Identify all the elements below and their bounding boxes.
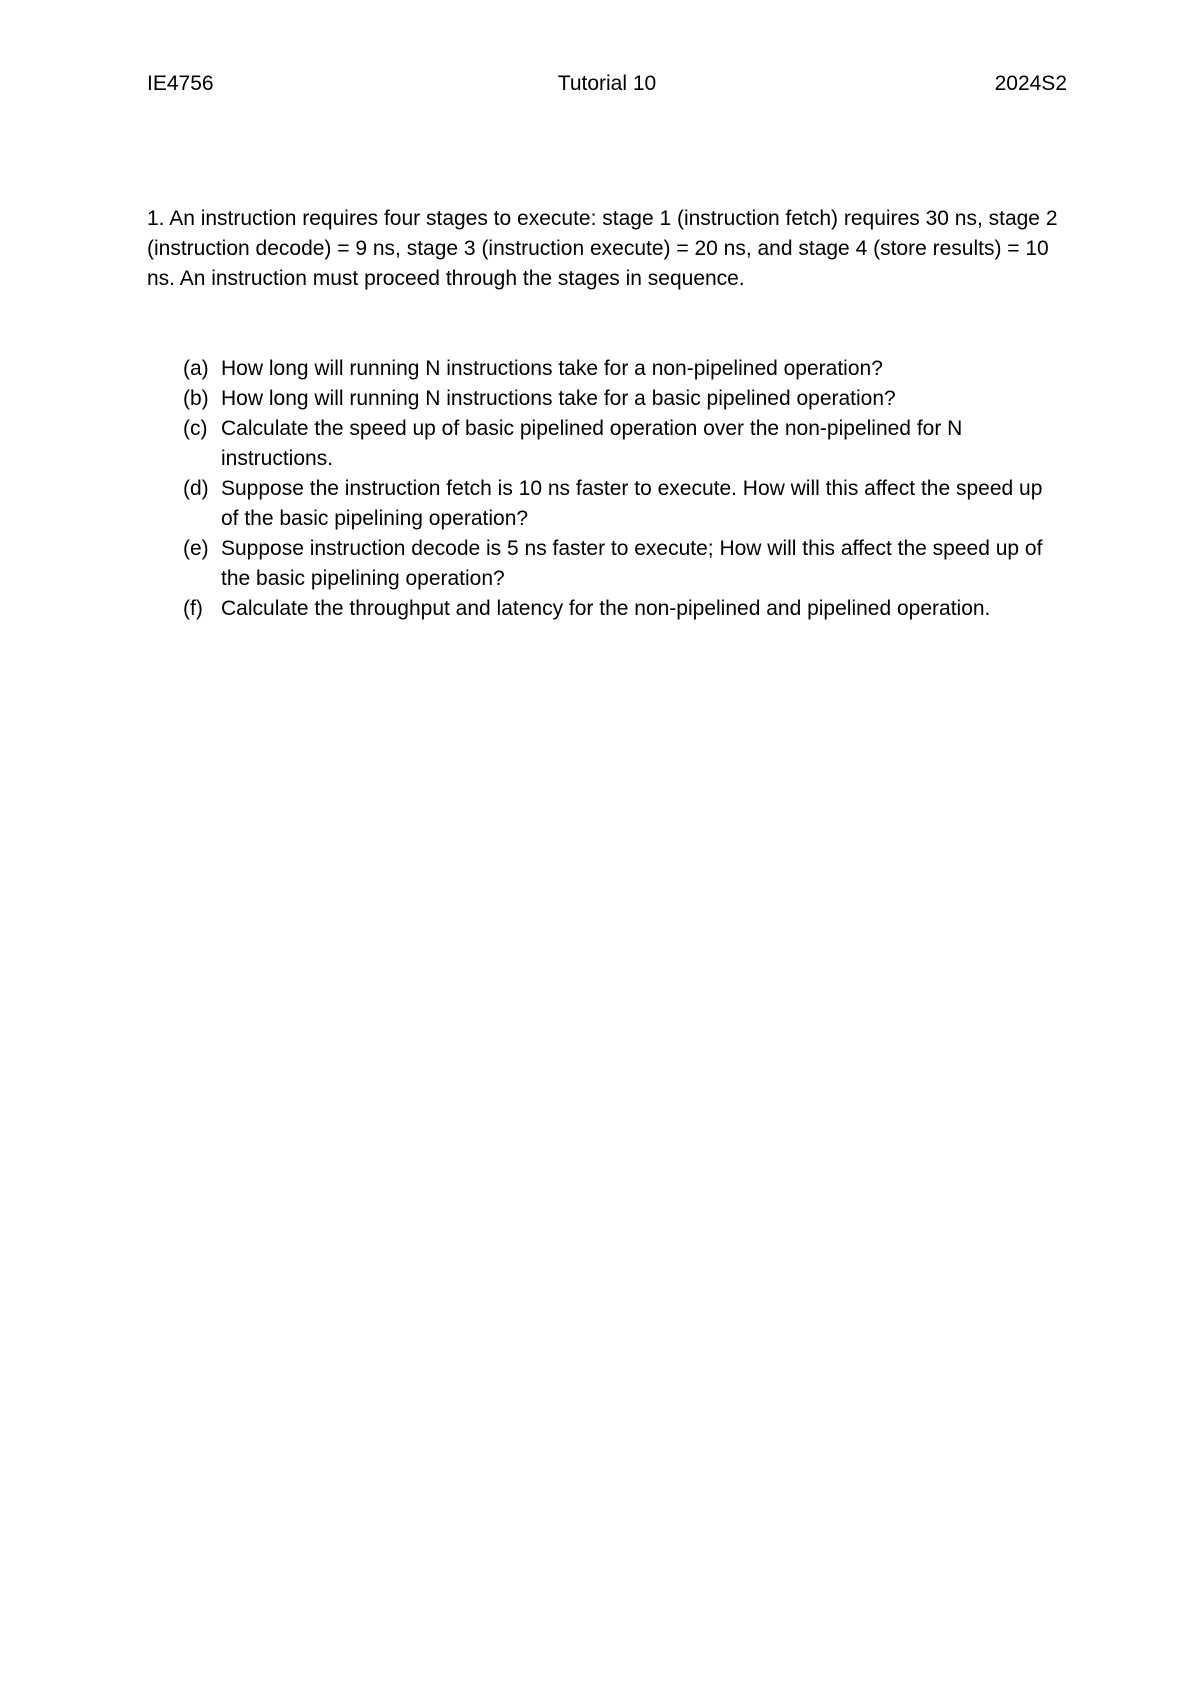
question-1-text: 1. An instruction requires four stages to execute: stage 1 (instruction fetch) requires 30 ns, stage 2 (instruction decode) = 9 ns, stage 3 (instruction execute) = 20 ns, and stage 4 (store results) = 10 ns. An instruction must proceed through the stages in sequence.	[147, 207, 1058, 290]
question-parts-list	[183, 354, 1063, 624]
page-header	[147, 72, 1067, 102]
part-label: (e)	[183, 537, 209, 560]
question-part-e	[183, 534, 1063, 594]
document-title: Tutorial 10	[557, 72, 657, 95]
semester-label: 2024S2	[994, 72, 1067, 95]
course-code: IE4756	[147, 72, 214, 95]
part-label: (a)	[183, 357, 209, 380]
part-text: How long will running N instructions take for a non-pipelined operation?	[221, 357, 883, 380]
part-text: Calculate the speed up of basic pipelined operation over the non-pipelined for N instructions.	[221, 417, 963, 470]
part-label: (b)	[183, 387, 209, 410]
question-part-c	[183, 414, 1063, 474]
part-label: (c)	[183, 417, 208, 440]
part-text: How long will running N instructions take for a basic pipelined operation?	[221, 387, 896, 410]
part-text: Calculate the throughput and latency for the non-pipelined and pipelined operation.	[221, 597, 991, 620]
part-text: Suppose the instruction fetch is 10 ns faster to execute. How will this affect the speed up of the basic pipelining operation?	[221, 477, 1043, 530]
question-part-d	[183, 474, 1063, 534]
part-label: (d)	[183, 477, 209, 500]
question-part-f	[183, 594, 1063, 624]
question-part-b	[183, 384, 1063, 414]
question-part-a	[183, 354, 1063, 384]
part-label: (f)	[183, 597, 203, 620]
part-text: Suppose instruction decode is 5 ns faster to execute; How will this affect the speed up of the basic pipelining operation?	[221, 537, 1043, 590]
